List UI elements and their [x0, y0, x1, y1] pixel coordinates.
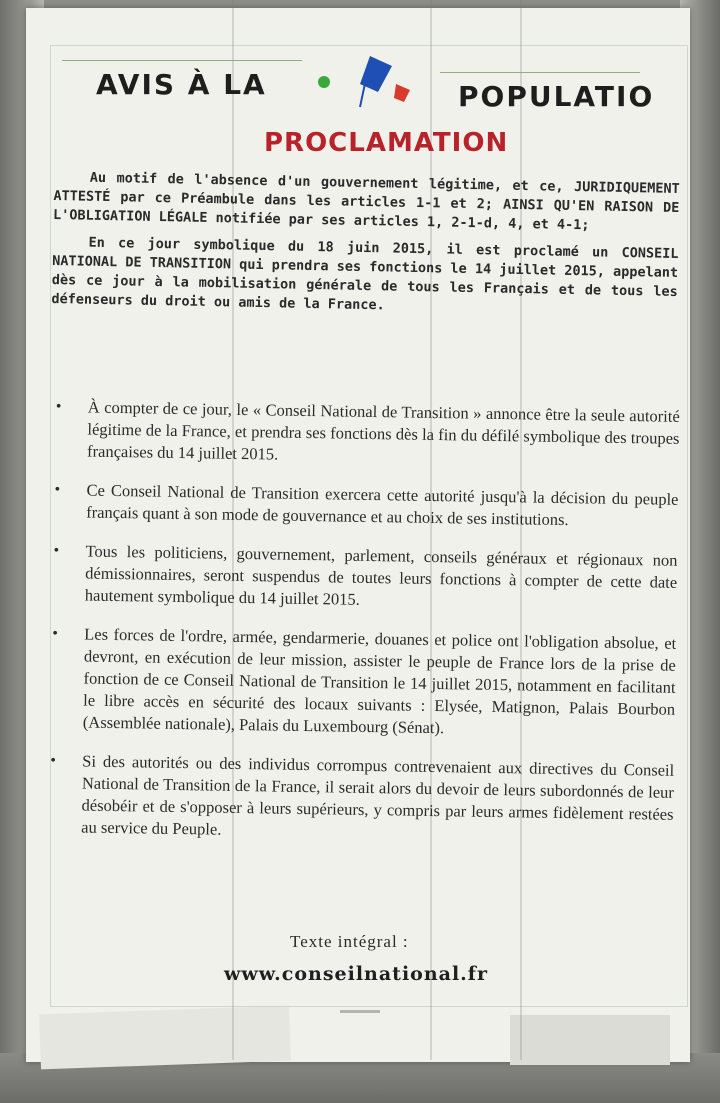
intro-text: [51, 168, 680, 329]
bullet-text: À compter de ce jour, le « Conseil National de Transition » annonce être la seule autorité légitime de la France, et prendra ses fonctions dès la fin du défilé symbolique des troupes françaises du 14 juillet 2015.: [86, 397, 680, 464]
footer-label: Texte intégral :: [290, 932, 409, 951]
header-left: AVIS À LA: [96, 68, 267, 101]
bullet-text: Les forces de l'ordre, armée, gendarmerie, douanes et police ont l'obligation absolue, et devront, en exécution de leur mission, assister le peuple de France lors de la prise de fonction de ce Conseil National de Transition le 14 juillet 2015, notamment en facilitant le libre accès en sécurité des locaux suivants : Elysée, Matignon, Palais Bourbon (Assemblée nationale), Palais du Luxembourg (Sénat).: [82, 624, 677, 738]
flag-logo-icon: [312, 52, 422, 112]
bullet-text: Tous les politiciens, gouvernement, parlement, conseils généraux et régionaux non démissionnaires, seront suspendus de toutes leurs fonctions à compter de cette date hautement symbolique du 14 juillet 2015.: [84, 541, 678, 609]
header-rule: [440, 72, 640, 73]
website-url: www.conseilnational.fr: [224, 963, 488, 985]
header-right: POPULATIO: [458, 80, 655, 113]
bullet-icon: •: [55, 398, 62, 416]
list-item: [49, 623, 677, 743]
intro-paragraph: Au motif de l'absence d'un gouvernement légitime, et ce, JURIDIQUEMENT ATTESTÉ par ce Préambule dans les articles 1-1 et 2; AINSI QU'EN RAISON DE L'OBLIGATION LÉGALE notifiée par ses articles 1, 2-1-d, 4, et 4-1;: [52, 169, 680, 234]
bullet-icon: •: [52, 625, 59, 643]
list-item: [51, 540, 678, 616]
list-item: [53, 396, 680, 472]
intro-paragraph: En ce jour symbolique du 18 juin 2015, il est proclamé un CONSEIL NATIONAL DE TRANSITION qui prendra ses fonctions le 14 juillet 2015, appelant dès ce jour à la mobilisation générale de tous les Français et de tous les défenseurs du droit ou amis de la France.: [51, 234, 679, 314]
bullet-icon: •: [50, 751, 57, 770]
bullet-text: Ce Conseil National de Transition exercera cette autorité jusqu'à la décision du peuple français quant à son mode de gouvernance et au choix de ses institutions.: [86, 480, 679, 530]
header-rule: [62, 60, 302, 61]
list-item: [47, 750, 674, 848]
red-flag-icon: [394, 84, 410, 102]
torn-paper-patch: [39, 1006, 291, 1070]
small-print-mark: [340, 1010, 380, 1013]
bullet-icon: •: [53, 542, 60, 560]
torn-paper-patch: [510, 1015, 670, 1065]
bullet-text: Si des autorités ou des individus corrompus contrevenaient aux directives du Conseil National de Transition de la France, il serait alors du devoir de leurs subordonnés de leur désobéir et de s'opposer à leurs supérieurs, y compris par leurs armes fidèlement restées au service du Peuple.: [81, 751, 675, 839]
proclamation-title: PROCLAMATION: [264, 128, 509, 158]
green-dot-icon: [318, 76, 330, 88]
list-item: [52, 479, 679, 533]
bullet-list: [47, 396, 680, 865]
bullet-icon: •: [54, 481, 61, 499]
